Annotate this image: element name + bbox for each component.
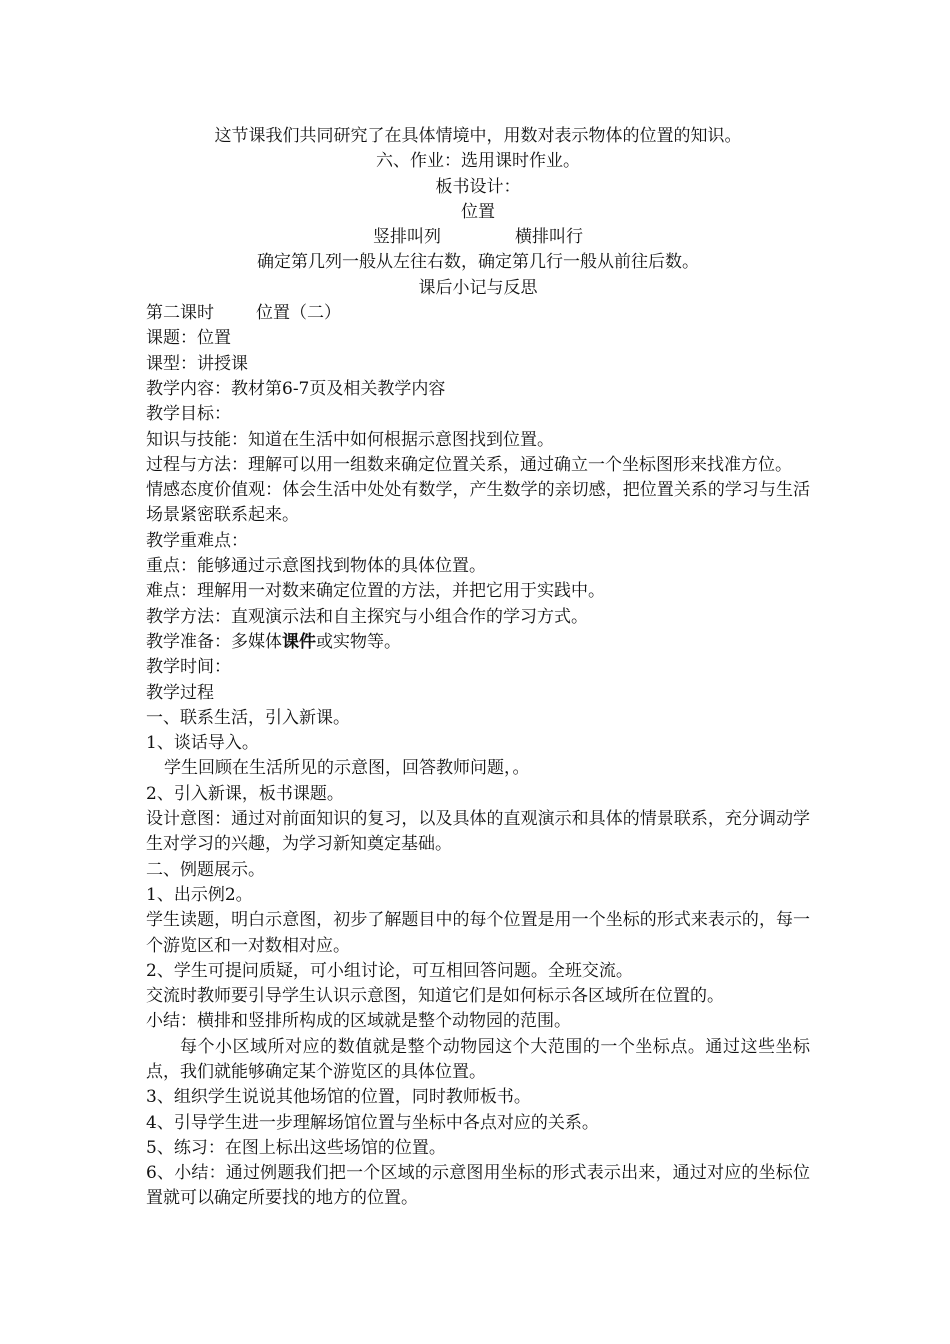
period-heading — [146, 301, 810, 326]
step-2-4: 4、引导学生进一步理解场馆位置与坐标中各点对应的关系。 — [146, 1112, 599, 1133]
teaching-prep — [146, 630, 810, 655]
board-rule: 确定第几列一般从左往右数，确定第几行一般从前往后数。 — [257, 252, 699, 273]
section-1-heading: 一、联系生活，引入新课。 — [146, 707, 350, 728]
lesson-type: 课型：讲授课 — [146, 353, 248, 374]
board-topic: 位置 — [461, 201, 495, 222]
goal-knowledge: 知识与技能：知道在生活中如何根据示意图找到位置。 — [146, 429, 554, 450]
difficult-point: 难点：理解用一对数来确定位置的方法，并把它用于实践中。 — [146, 581, 605, 602]
design-intent: 设计意图：通过对前面知识的复习，以及具体的直观演示和具体的情景联系，充分调动学生对学习的兴趣，为学习新知奠定基础。 — [146, 809, 810, 855]
step-2-5: 5、练习：在图上标出这些场馆的位置。 — [146, 1137, 446, 1158]
step-2-2-detail: 交流时教师要引导学生认识示意图，知道它们是如何标示各区域所在位置的。 — [146, 986, 724, 1007]
teaching-process-heading: 教学过程 — [146, 682, 214, 703]
goal-emotion: 情感态度价值观：体会生活中处处有数学，产生数学的亲切感，把位置关系的学习与生活场景紧密联系起来。 — [146, 480, 810, 526]
summary-line: 小结：横排和竖排所构成的区域就是整个动物园的范围。 — [146, 1011, 571, 1032]
period-title: 位置（二） — [256, 303, 341, 324]
lesson-topic: 课题：位置 — [146, 328, 231, 349]
step-2-3: 3、组织学生说说其他场馆的位置，同时教师板书。 — [146, 1087, 531, 1108]
goal-process: 过程与方法：理解可以用一组数来确定位置关系，通过确立一个坐标图形来找准方位。 — [146, 454, 792, 475]
reflection-heading: 课后小记与反思 — [418, 277, 538, 298]
key-difficult-heading: 教学重难点： — [146, 530, 248, 551]
document-page — [146, 124, 810, 1212]
goals-heading: 教学目标： — [146, 404, 231, 425]
key-point: 重点：能够通过示意图找到物体的具体位置。 — [146, 556, 486, 577]
step-1-1: 1、谈话导入。 — [146, 733, 259, 754]
period-label: 第二课时 — [146, 303, 214, 324]
homework-line: 六、作业：选用课时作业。 — [376, 151, 580, 172]
board-col: 竖排叫列 — [373, 227, 441, 248]
step-1-1-detail: 学生回顾在生活所见的示意图，回答教师问题，。 — [164, 758, 530, 779]
step-1-2: 2、引入新课，板书课题。 — [146, 783, 344, 804]
teaching-method: 教学方法：直观演示法和自主探究与小组合作的学习方式。 — [146, 606, 588, 627]
board-design-title: 板书设计： — [435, 176, 521, 197]
prep-suffix: 或实物等。 — [316, 631, 401, 652]
step-2-2: 2、学生可提问质疑，可小组讨论，可互相回答问题。全班交流。 — [146, 960, 633, 981]
section-2-heading: 二、例题展示。 — [146, 859, 265, 880]
board-row: 横排叫行 — [515, 227, 583, 248]
step-2-1-detail: 学生读题，明白示意图，初步了解题目中的每个位置是用一个坐标的形式来表示的，每一个游览区和一对数相对应。 — [146, 910, 810, 956]
prep-bold-word: 课件 — [282, 631, 316, 652]
step-2-6: 6、小结：通过例题我们把一个区域的示意图用坐标的形式表示出来，通过对应的坐标位置就可以确定所要找的地方的位置。 — [146, 1163, 810, 1209]
teaching-time: 教学时间： — [146, 657, 231, 678]
summary-detail: 每个小区域所对应的数值就是整个动物园这个大范围的一个坐标点。通过这些坐标点，我们就能够确定某个游览区的具体位置。 — [146, 1036, 810, 1082]
board-col-row — [146, 225, 810, 250]
prep-prefix: 教学准备：多媒体 — [146, 631, 282, 652]
lesson-conclusion: 这节课我们共同研究了在具体情境中，用数对表示物体的位置的知识。 — [214, 126, 742, 146]
lesson-content: 教学内容：教材第6-7页及相关教学内容 — [146, 378, 446, 399]
step-2-1: 1、出示例2。 — [146, 884, 253, 905]
